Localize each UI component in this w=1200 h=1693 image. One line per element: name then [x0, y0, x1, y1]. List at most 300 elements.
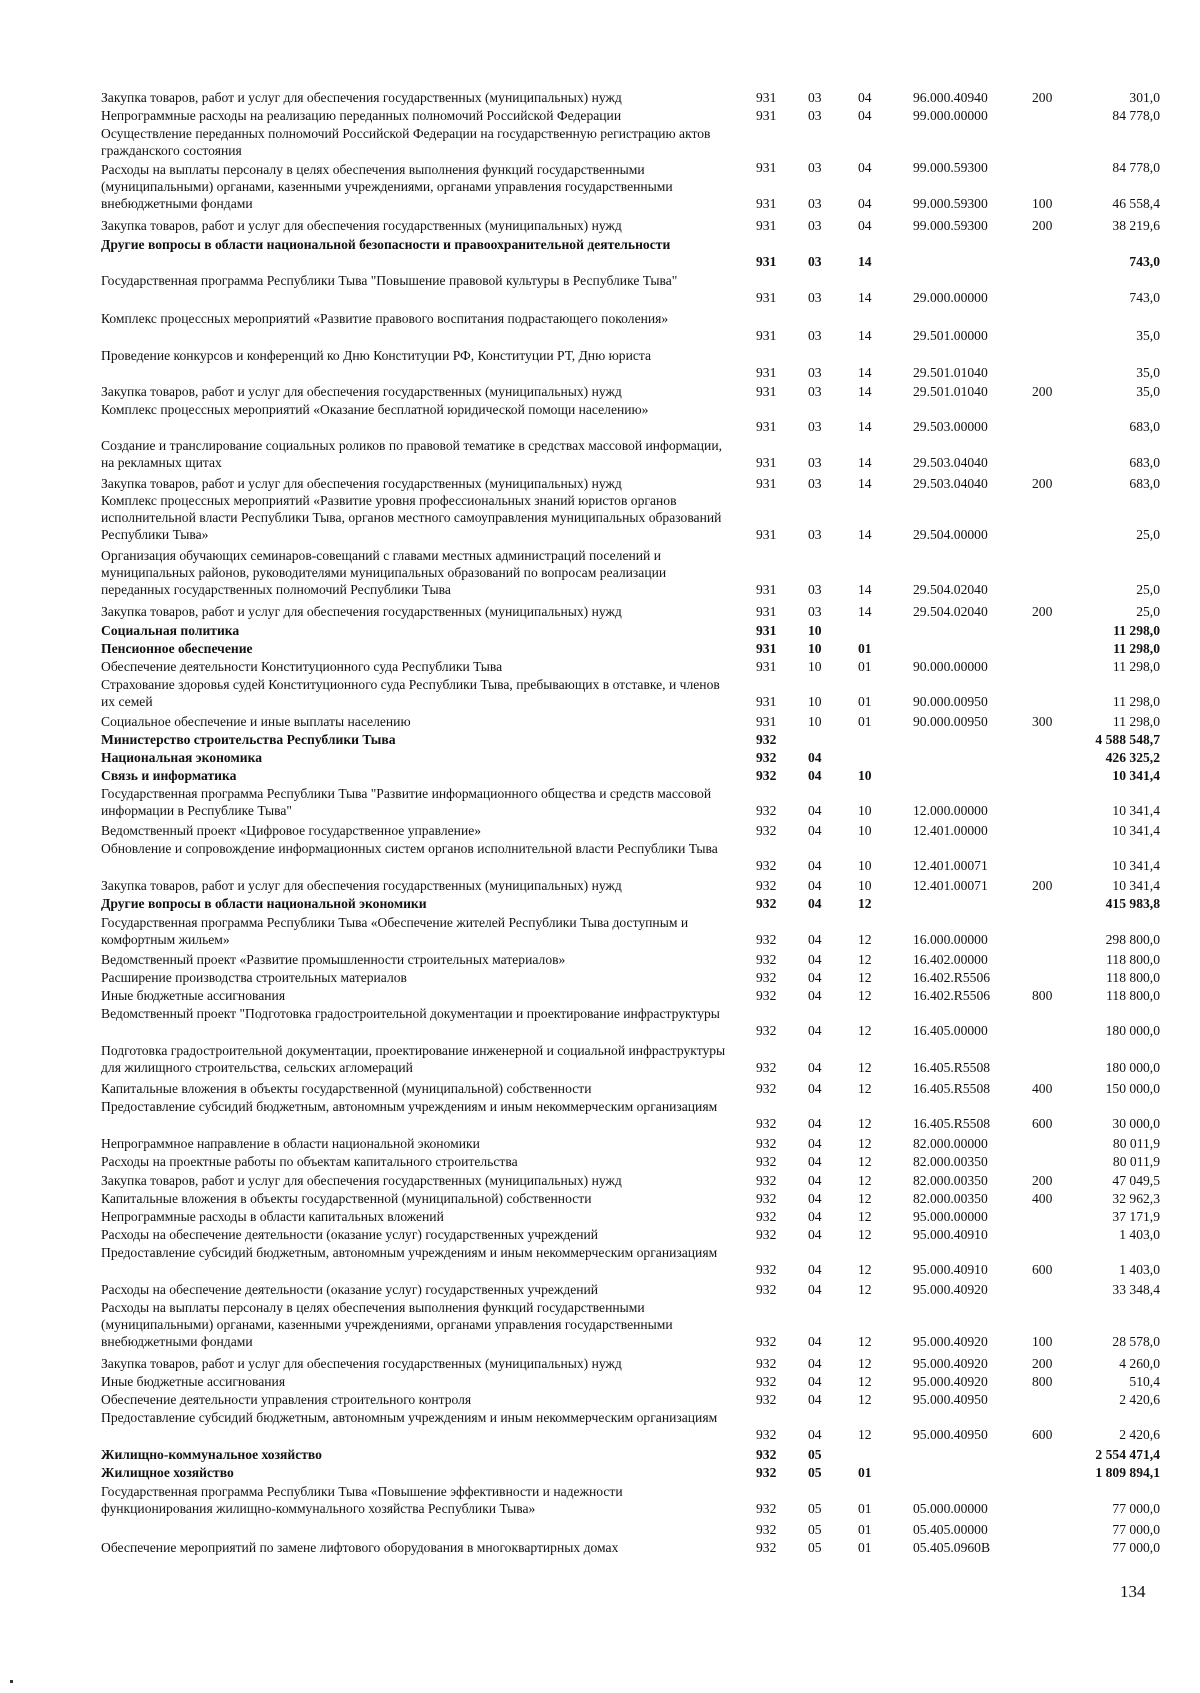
subsection-code: 01	[858, 1501, 872, 1516]
department-code: 932	[756, 1173, 777, 1188]
department-code: 931	[756, 218, 777, 233]
department-code: 931	[756, 623, 777, 638]
department-code: 932	[756, 1334, 777, 1349]
table-row	[0, 640, 1200, 657]
department-code: 931	[756, 384, 777, 399]
target-article-code: 99.000.59300	[913, 196, 988, 211]
subsection-code: 01	[858, 694, 872, 709]
row-name: Расходы на проектные работы по объектам капитального строительства	[101, 1154, 518, 1169]
section-code: 03	[808, 160, 822, 175]
subsection-code: 12	[858, 1334, 872, 1349]
target-article-code: 05.405.0960В	[913, 1540, 991, 1555]
amount: 84 778,0	[1112, 108, 1160, 123]
subsection-code: 04	[858, 160, 872, 175]
expense-type-code: 200	[1032, 878, 1053, 893]
table-row	[0, 1244, 1200, 1278]
table-row	[0, 347, 1200, 381]
table-row	[0, 401, 1200, 435]
table-row	[0, 767, 1200, 784]
amount: 10 341,4	[1112, 768, 1160, 783]
amount: 2 554 471,4	[1095, 1447, 1160, 1462]
amount: 77 000,0	[1112, 1501, 1160, 1516]
target-article-code: 05.405.00000	[913, 1522, 988, 1537]
scan-mark	[10, 1680, 13, 1683]
amount: 2 420,6	[1119, 1427, 1160, 1442]
amount: 118 800,0	[1106, 988, 1160, 1003]
table-row	[0, 1005, 1200, 1039]
department-code: 932	[756, 1540, 777, 1555]
section-code: 04	[808, 932, 822, 947]
subsection-code: 14	[858, 527, 872, 542]
table-row	[0, 1483, 1200, 1517]
table-row	[0, 914, 1200, 948]
amount: 38 219,6	[1112, 218, 1160, 233]
table-row	[0, 877, 1200, 894]
row-name: Иные бюджетные ассигнования	[101, 988, 286, 1003]
department-code: 932	[756, 858, 777, 873]
amount: 1 403,0	[1119, 1227, 1160, 1242]
department-code: 932	[756, 878, 777, 893]
subsection-code: 12	[858, 1136, 872, 1151]
row-name: Создание и транслирование социальных роликов по правовой тематике в средствах массовой информации, на рекламных щитах	[101, 438, 723, 470]
target-article-code: 29.503.04040	[913, 455, 988, 470]
section-code: 03	[808, 108, 822, 123]
department-code: 931	[756, 108, 777, 123]
row-name: Предоставление субсидий бюджетным, автономным учреждениям и иным некоммерческим организациям	[101, 1410, 718, 1425]
section-code: 03	[808, 384, 822, 399]
amount: 118 800,0	[1106, 952, 1160, 967]
department-code: 931	[756, 254, 777, 269]
department-code: 932	[756, 1154, 777, 1169]
amount: 4 588 548,7	[1095, 732, 1160, 747]
table-row	[0, 895, 1200, 912]
subsection-code: 12	[858, 1023, 872, 1038]
subsection-code: 12	[858, 896, 872, 911]
subsection-code: 12	[858, 1116, 872, 1131]
amount: 1 809 894,1	[1095, 1465, 1160, 1480]
section-code: 10	[808, 659, 822, 674]
target-article-code: 29.501.01040	[913, 365, 988, 380]
row-name: Государственная программа Республики Тыва "Повышение правовой культуры в Республике Тыва"	[101, 273, 678, 288]
section-code: 05	[808, 1447, 822, 1462]
table-row	[0, 1098, 1200, 1132]
table-row	[0, 1208, 1200, 1225]
subsection-code: 14	[858, 365, 872, 380]
amount: 84 778,0	[1112, 160, 1160, 175]
amount: 11 298,0	[1112, 659, 1160, 674]
row-name: Расходы на обеспечение деятельности (оказание услуг) государственных учреждений	[101, 1227, 599, 1242]
subsection-code: 12	[858, 1191, 872, 1206]
subsection-code: 01	[858, 641, 872, 656]
expense-type-code: 600	[1032, 1427, 1053, 1442]
expense-type-code: 200	[1032, 476, 1053, 491]
row-name: Закупка товаров, работ и услуг для обеспечения государственных (муниципальных) нужд	[101, 1356, 622, 1371]
subsection-code: 12	[858, 1262, 872, 1277]
subsection-code: 14	[858, 419, 872, 434]
section-code: 03	[808, 582, 822, 597]
table-row	[0, 1373, 1200, 1390]
amount: 80 011,9	[1112, 1154, 1160, 1169]
subsection-code: 04	[858, 108, 872, 123]
target-article-code: 16.000.00000	[913, 932, 988, 947]
amount: 4 260,0	[1119, 1356, 1160, 1371]
row-name: Национальная экономика	[101, 750, 262, 765]
section-code: 03	[808, 196, 822, 211]
subsection-code: 01	[858, 1522, 872, 1537]
department-code: 932	[756, 1136, 777, 1151]
section-code: 03	[808, 328, 822, 343]
row-name: Другие вопросы в области национальной экономики	[101, 896, 427, 911]
row-name: Закупка товаров, работ и услуг для обеспечения государственных (муниципальных) нужд	[101, 1173, 622, 1188]
amount: 77 000,0	[1112, 1540, 1160, 1555]
subsection-code: 12	[858, 1209, 872, 1224]
department-code: 931	[756, 659, 777, 674]
amount: 35,0	[1136, 384, 1160, 399]
department-code: 931	[756, 160, 777, 175]
table-row	[0, 272, 1200, 306]
subsection-code: 10	[858, 803, 872, 818]
target-article-code: 95.000.40910	[913, 1262, 988, 1277]
expense-type-code: 200	[1032, 1173, 1053, 1188]
row-name: Социальная политика	[101, 623, 240, 638]
row-name: Непрограммное направление в области национальной экономики	[101, 1136, 480, 1151]
department-code: 932	[756, 1262, 777, 1277]
row-name: Закупка товаров, работ и услуг для обеспечения государственных (муниципальных) нужд	[101, 604, 622, 619]
amount: 683,0	[1129, 476, 1160, 491]
department-code: 932	[756, 1191, 777, 1206]
amount: 46 558,4	[1112, 196, 1160, 211]
department-code: 932	[756, 1116, 777, 1131]
row-name: Расширение производства строительных материалов	[101, 970, 407, 985]
department-code: 932	[756, 952, 777, 967]
amount: 33 348,4	[1112, 1282, 1160, 1297]
subsection-code: 12	[858, 1060, 872, 1075]
expense-type-code: 300	[1032, 714, 1053, 729]
row-name: Расходы на выплаты персоналу в целях обеспечения выполнения функций государственными (муниципальными) органами, казенными учреждениями, органами управления государственными внебюджетными фондами	[101, 162, 673, 211]
department-code: 932	[756, 896, 777, 911]
subsection-code: 14	[858, 254, 872, 269]
target-article-code: 95.000.40920	[913, 1334, 988, 1349]
section-code: 10	[808, 714, 822, 729]
amount: 510,4	[1129, 1374, 1160, 1389]
table-row	[0, 1539, 1200, 1556]
section-code: 04	[808, 1227, 822, 1242]
department-code: 932	[756, 768, 777, 783]
section-code: 03	[808, 419, 822, 434]
row-name: Организация обучающих семинаров-совещаний с главами местных администраций поселений и муниципальных районов, руководителями муниципальных образований по вопросам реализации переданных государственных полномочий Республики Тыва	[101, 548, 667, 597]
department-code: 932	[756, 1060, 777, 1075]
expense-type-code: 800	[1032, 988, 1053, 1003]
target-article-code: 99.000.59300	[913, 218, 988, 233]
department-code: 931	[756, 476, 777, 491]
row-name: Пенсионное обеспечение	[101, 641, 253, 656]
target-article-code: 82.000.00350	[913, 1154, 988, 1169]
subsection-code: 14	[858, 328, 872, 343]
section-code: 04	[808, 1356, 822, 1371]
row-name: Иные бюджетные ассигнования	[101, 1374, 286, 1389]
table-row	[0, 1153, 1200, 1170]
row-name: Ведомственный проект «Развитие промышленности строительных материалов»	[101, 952, 566, 967]
amount: 298 800,0	[1105, 932, 1160, 947]
department-code: 931	[756, 419, 777, 434]
section-code: 04	[808, 988, 822, 1003]
row-name: Обеспечение деятельности Конституционного суда Республики Тыва	[101, 659, 503, 674]
amount: 2 420,6	[1119, 1392, 1160, 1407]
table-row	[0, 969, 1200, 986]
row-name: Непрограммные расходы на реализацию переданных полномочий Российской Федерации	[101, 108, 622, 123]
row-name: Обеспечение деятельности управления строительного контроля	[101, 1392, 472, 1407]
target-article-code: 16.405.R5508	[913, 1060, 991, 1075]
row-name: Ведомственный проект "Подготовка градостроительной документации и проектирование инфраструктуры	[101, 1006, 720, 1021]
row-name: Государственная программа Республики Тыва «Повышение эффективности и надежности функционирования жилищно-коммунального хозяйства Республики Тыва»	[101, 1484, 623, 1516]
expense-type-code: 100	[1032, 1334, 1053, 1349]
department-code: 932	[756, 970, 777, 985]
target-article-code: 99.000.59300	[913, 160, 988, 175]
department-code: 932	[756, 732, 777, 747]
target-article-code: 96.000.40940	[913, 90, 988, 105]
section-code: 03	[808, 604, 822, 619]
table-row	[0, 1281, 1200, 1298]
row-name: Расходы на обеспечение деятельности (оказание услуг) государственных учреждений	[101, 1282, 599, 1297]
section-code: 04	[808, 1116, 822, 1131]
subsection-code: 10	[858, 858, 872, 873]
amount: 35,0	[1136, 328, 1160, 343]
target-article-code: 16.405.R5508	[913, 1116, 991, 1131]
amount: 683,0	[1129, 455, 1160, 470]
subsection-code: 04	[858, 90, 872, 105]
amount: 10 341,4	[1112, 878, 1160, 893]
row-name: Государственная программа Республики Тыва "Развитие информационного общества и средств массовой информации в Республике Тыва"	[101, 786, 712, 818]
amount: 180 000,0	[1105, 1060, 1160, 1075]
row-name: Комплекс процессных мероприятий «Развитие уровня профессиональных знаний юристов органов исполнительной власти Республики Тыва, органов местного самоуправления муниципальных образований Республики Тыва»	[101, 493, 722, 542]
row-name: Капитальные вложения в объекты государственной (муниципальной) собственности	[101, 1191, 592, 1206]
table-row	[0, 1464, 1200, 1481]
amount: 47 049,5	[1112, 1173, 1160, 1188]
table-row	[0, 1299, 1200, 1350]
subsection-code: 12	[858, 970, 872, 985]
amount: 743,0	[1129, 290, 1160, 305]
expense-type-code: 600	[1032, 1116, 1053, 1131]
section-code: 05	[808, 1465, 822, 1480]
row-name: Государственная программа Республики Тыва «Обеспечение жителей Республики Тыва доступным и комфортным жильем»	[101, 915, 689, 947]
target-article-code: 29.000.00000	[913, 290, 988, 305]
target-article-code: 12.401.00000	[913, 823, 988, 838]
section-code: 04	[808, 1282, 822, 1297]
section-code: 04	[808, 1191, 822, 1206]
row-name: Социальное обеспечение и иные выплаты населению	[101, 714, 411, 729]
target-article-code: 95.000.40910	[913, 1227, 988, 1242]
section-code: 04	[808, 1023, 822, 1038]
amount: 25,0	[1136, 604, 1160, 619]
table-row	[0, 622, 1200, 639]
department-code: 932	[756, 932, 777, 947]
section-code: 04	[808, 1081, 822, 1096]
subsection-code: 12	[858, 1154, 872, 1169]
department-code: 931	[756, 196, 777, 211]
amount: 150 000,0	[1105, 1081, 1160, 1096]
subsection-code: 01	[858, 1540, 872, 1555]
row-name: Непрограммные расходы в области капитальных вложений	[101, 1209, 444, 1224]
table-row	[0, 1172, 1200, 1189]
target-article-code: 29.504.02040	[913, 582, 988, 597]
section-code: 04	[808, 1136, 822, 1151]
target-article-code: 95.000.40920	[913, 1282, 988, 1297]
department-code: 931	[756, 290, 777, 305]
department-code: 932	[756, 823, 777, 838]
section-code: 04	[808, 1060, 822, 1075]
table-row	[0, 547, 1200, 598]
amount: 30 000,0	[1112, 1116, 1160, 1131]
section-code: 04	[808, 823, 822, 838]
subsection-code: 10	[858, 768, 872, 783]
row-name: Жилищное хозяйство	[101, 1465, 234, 1480]
amount: 10 341,4	[1112, 803, 1160, 818]
section-code: 04	[808, 750, 822, 765]
table-row	[0, 658, 1200, 675]
section-code: 04	[808, 1262, 822, 1277]
department-code: 931	[756, 582, 777, 597]
table-row	[0, 383, 1200, 400]
table-row	[0, 840, 1200, 874]
department-code: 931	[756, 714, 777, 729]
table-row	[0, 1355, 1200, 1372]
subsection-code: 12	[858, 988, 872, 1003]
row-name: Проведение конкурсов и конференций ко Дню Конституции РФ, Конституции РТ, Дню юриста	[101, 348, 652, 363]
section-code: 10	[808, 641, 822, 656]
department-code: 931	[756, 455, 777, 470]
expense-type-code: 600	[1032, 1262, 1053, 1277]
subsection-code: 12	[858, 932, 872, 947]
table-row	[0, 749, 1200, 766]
subsection-code: 14	[858, 582, 872, 597]
table-row	[0, 1446, 1200, 1463]
section-code: 04	[808, 1392, 822, 1407]
expense-type-code: 200	[1032, 384, 1053, 399]
row-name: Связь и информатика	[101, 768, 237, 783]
row-name: Закупка товаров, работ и услуг для обеспечения государственных (муниципальных) нужд	[101, 878, 622, 893]
target-article-code: 12.401.00071	[913, 878, 988, 893]
table-row	[0, 475, 1200, 492]
subsection-code: 14	[858, 290, 872, 305]
department-code: 931	[756, 527, 777, 542]
section-code: 10	[808, 694, 822, 709]
row-name: Министерство строительства Республики Тыва	[101, 732, 396, 747]
target-article-code: 29.503.04040	[913, 476, 988, 491]
section-code: 03	[808, 527, 822, 542]
department-code: 932	[756, 1227, 777, 1242]
row-name: Предоставление субсидий бюджетным, автономным учреждениям и иным некоммерческим организациям	[101, 1099, 718, 1114]
department-code: 931	[756, 641, 777, 656]
amount: 743,0	[1129, 254, 1160, 269]
table-row	[0, 492, 1200, 543]
table-row	[0, 1521, 1200, 1538]
section-code: 03	[808, 455, 822, 470]
table-row	[0, 1042, 1200, 1076]
subsection-code: 04	[858, 218, 872, 233]
subsection-code: 12	[858, 1374, 872, 1389]
department-code: 932	[756, 1209, 777, 1224]
target-article-code: 90.000.00000	[913, 659, 988, 674]
table-row	[0, 161, 1200, 212]
row-name: Обновление и сопровождение информационных систем органов исполнительной власти Республики Тыва	[101, 841, 718, 856]
amount: 10 341,4	[1112, 858, 1160, 873]
department-code: 932	[756, 1282, 777, 1297]
department-code: 932	[756, 1465, 777, 1480]
section-code: 03	[808, 90, 822, 105]
target-article-code: 16.405.R5508	[913, 1081, 991, 1096]
subsection-code: 10	[858, 823, 872, 838]
department-code: 931	[756, 694, 777, 709]
row-name: Комплекс процессных мероприятий «Развитие правового воспитания подрастающего поколения»	[101, 311, 669, 326]
subsection-code: 14	[858, 476, 872, 491]
amount: 683,0	[1129, 419, 1160, 434]
section-code: 04	[808, 858, 822, 873]
table-row	[0, 713, 1200, 730]
section-code: 04	[808, 970, 822, 985]
target-article-code: 90.000.00950	[913, 714, 988, 729]
row-name: Подготовка градостроительной документации, проектирование инженерной и социальной инфраструктуры для жилищного строительства, сельских агломераций	[101, 1043, 726, 1075]
expense-type-code: 800	[1032, 1374, 1053, 1389]
section-code: 10	[808, 623, 822, 638]
row-name: Комплекс процессных мероприятий «Оказание бесплатной юридической помощи населению»	[101, 402, 649, 417]
section-code: 04	[808, 1209, 822, 1224]
target-article-code: 90.000.00950	[913, 694, 988, 709]
department-code: 932	[756, 750, 777, 765]
target-article-code: 99.000.00000	[913, 108, 988, 123]
subsection-code: 14	[858, 604, 872, 619]
section-code: 03	[808, 365, 822, 380]
table-row	[0, 731, 1200, 748]
amount: 11 298,0	[1113, 623, 1160, 638]
table-row	[0, 822, 1200, 839]
subsection-code: 01	[858, 714, 872, 729]
department-code: 932	[756, 1501, 777, 1516]
target-article-code: 05.000.00000	[913, 1501, 988, 1516]
section-code: 05	[808, 1501, 822, 1516]
subsection-code: 12	[858, 1227, 872, 1242]
table-row	[0, 437, 1200, 471]
target-article-code: 29.503.00000	[913, 419, 988, 434]
department-code: 932	[756, 988, 777, 1003]
amount: 118 800,0	[1106, 970, 1160, 985]
department-code: 932	[756, 803, 777, 818]
row-name: Обеспечение мероприятий по замене лифтового оборудования в многоквартирных домах	[101, 1540, 619, 1555]
amount: 11 298,0	[1112, 694, 1160, 709]
target-article-code: 16.402.00000	[913, 952, 988, 967]
table-row	[0, 310, 1200, 344]
department-code: 931	[756, 365, 777, 380]
row-name: Страхование здоровья судей Конституционного суда Республики Тыва, пребывающих в отставке, и членов их семей	[101, 677, 720, 709]
subsection-code: 12	[858, 1392, 872, 1407]
expense-type-code: 200	[1032, 218, 1053, 233]
department-code: 932	[756, 1356, 777, 1371]
amount: 301,0	[1129, 90, 1160, 105]
section-code: 03	[808, 218, 822, 233]
table-row	[0, 107, 1200, 124]
department-code: 931	[756, 90, 777, 105]
expense-type-code: 400	[1032, 1081, 1053, 1096]
row-name: Закупка товаров, работ и услуг для обеспечения государственных (муниципальных) нужд	[101, 476, 622, 491]
expense-type-code: 400	[1032, 1191, 1053, 1206]
amount: 77 000,0	[1112, 1522, 1160, 1537]
section-code: 04	[808, 1374, 822, 1389]
subsection-code: 14	[858, 455, 872, 470]
department-code: 932	[756, 1374, 777, 1389]
department-code: 931	[756, 604, 777, 619]
section-code: 04	[808, 1334, 822, 1349]
row-name: Ведомственный проект «Цифровое государственное управление»	[101, 823, 482, 838]
amount: 37 171,9	[1112, 1209, 1160, 1224]
